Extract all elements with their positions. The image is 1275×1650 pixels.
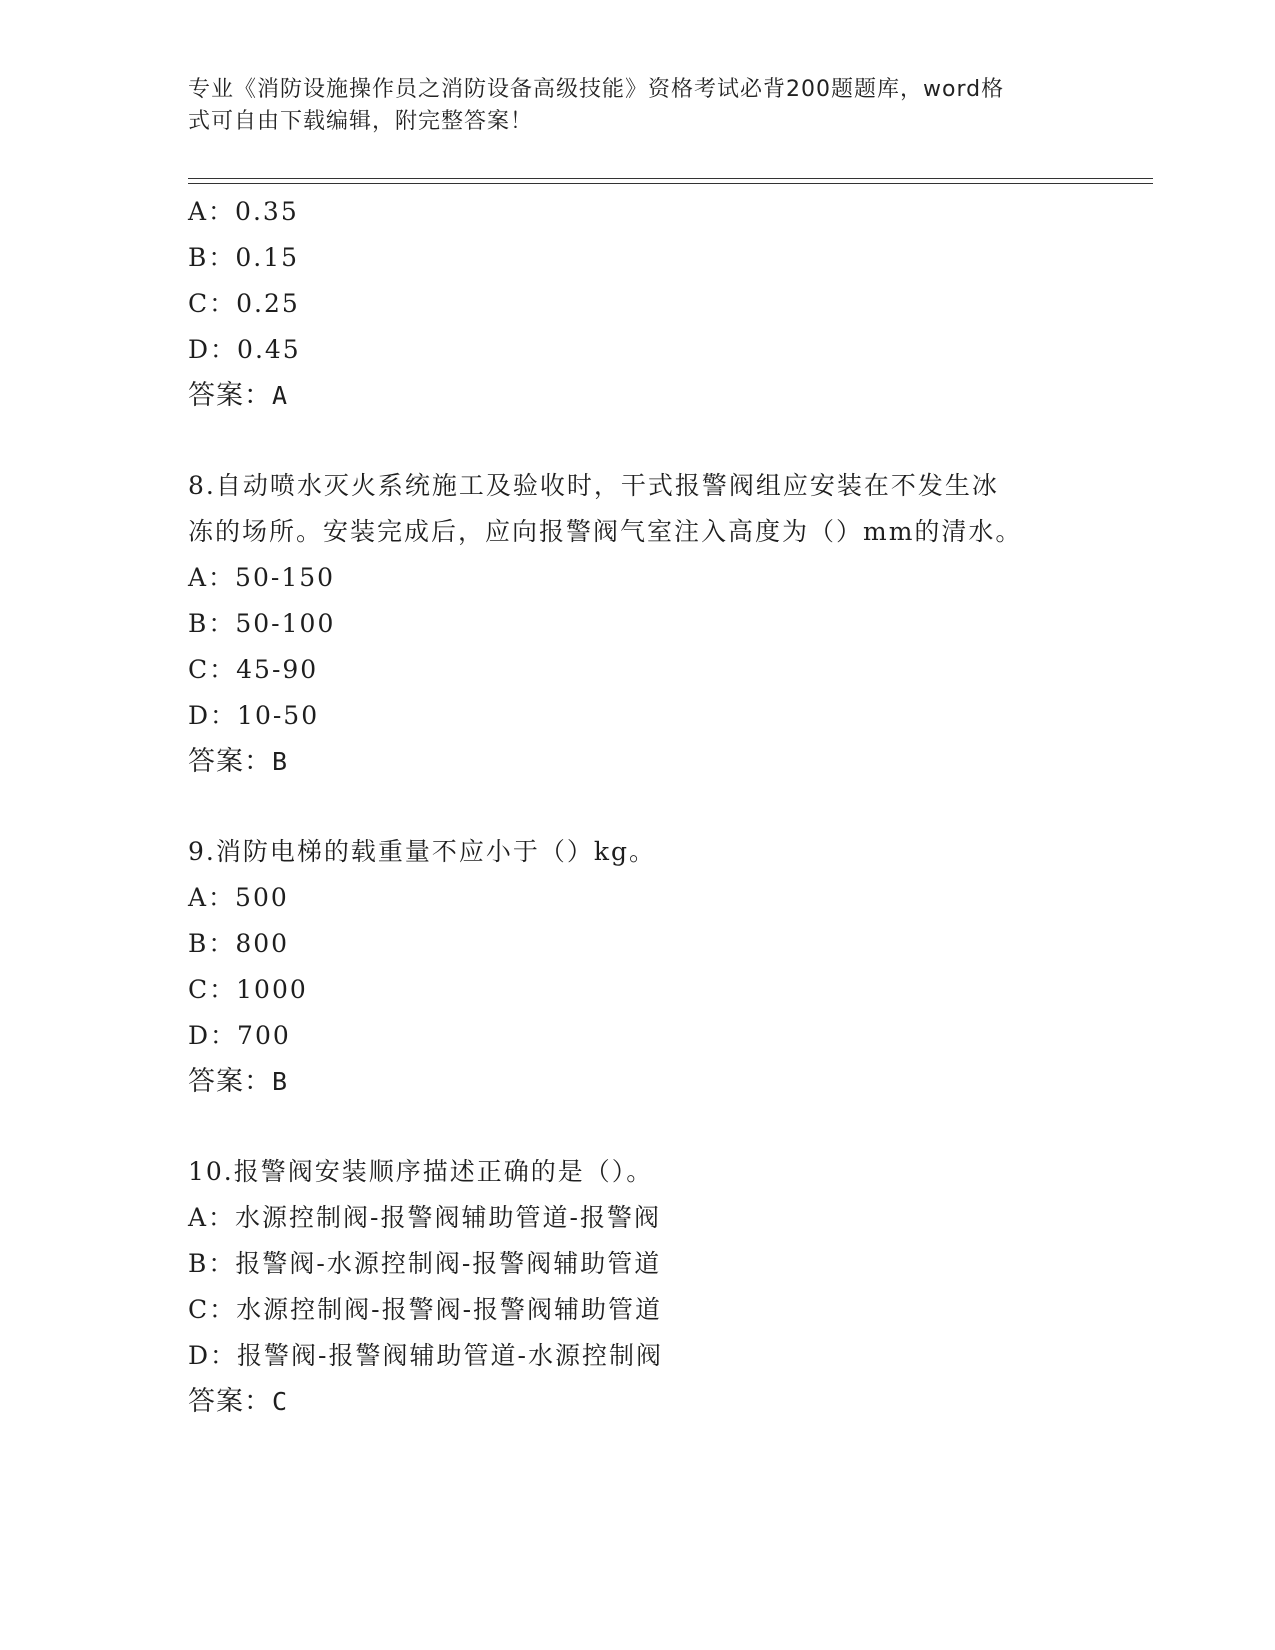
answer-line bbox=[188, 739, 1088, 785]
question-text: 冻的场所。安装完成后，应向报警阀气室注入高度为（）mm的清水。 bbox=[188, 517, 1023, 546]
spacer bbox=[188, 785, 1088, 829]
document-header bbox=[188, 74, 1068, 138]
option-b: B：报警阀-水源控制阀-报警阀辅助管道 bbox=[188, 1249, 662, 1278]
answer-label: 答案： bbox=[188, 1066, 272, 1097]
question-text: 8.自动喷水灭火系统施工及验收时，干式报警阀组应安装在不发生冰 bbox=[188, 471, 999, 500]
answer-value: B bbox=[272, 747, 289, 776]
option-c: C：1000 bbox=[188, 975, 308, 1004]
option-d: D：10-50 bbox=[188, 701, 320, 730]
option-a: A：0.35 bbox=[188, 197, 299, 226]
answer-label: 答案： bbox=[188, 380, 272, 411]
header-divider-top bbox=[188, 178, 1153, 179]
answer-line bbox=[188, 1379, 1088, 1425]
question-block bbox=[188, 189, 1088, 419]
header-divider-bottom bbox=[188, 183, 1153, 184]
option-d: D：0.45 bbox=[188, 335, 301, 364]
option-b: B：50-100 bbox=[188, 609, 336, 638]
answer-line bbox=[188, 373, 1088, 419]
answer-value: A bbox=[272, 381, 289, 410]
spacer bbox=[188, 1105, 1088, 1149]
answer-label: 答案： bbox=[188, 1386, 272, 1417]
option-b: B：0.15 bbox=[188, 243, 300, 272]
option-b: B：800 bbox=[188, 929, 290, 958]
header-line-2: 式可自由下载编辑，附完整答案！ bbox=[188, 109, 534, 134]
answer-label: 答案： bbox=[188, 746, 272, 777]
header-line-1: 专业《消防设施操作员之消防设备高级技能》资格考试必背200题题库，word格 bbox=[188, 77, 1005, 102]
question-list bbox=[188, 189, 1088, 1425]
answer-value: B bbox=[272, 1067, 289, 1096]
spacer bbox=[188, 419, 1088, 463]
question-block bbox=[188, 1149, 1088, 1425]
question-text: 10.报警阀安装顺序描述正确的是（）。 bbox=[188, 1157, 654, 1186]
question-block bbox=[188, 463, 1088, 785]
question-block bbox=[188, 829, 1088, 1105]
option-c: C：45-90 bbox=[188, 655, 319, 684]
option-a: A：500 bbox=[188, 883, 289, 912]
option-d: D：700 bbox=[188, 1021, 291, 1050]
option-a: A：50-150 bbox=[188, 563, 336, 592]
answer-value: C bbox=[272, 1387, 289, 1416]
option-d: D：报警阀-报警阀辅助管道-水源控制阀 bbox=[188, 1341, 663, 1370]
option-c: C：0.25 bbox=[188, 289, 300, 318]
answer-line bbox=[188, 1059, 1088, 1105]
question-text: 9.消防电梯的载重量不应小于（）kg。 bbox=[188, 837, 657, 866]
option-a: A：水源控制阀-报警阀辅助管道-报警阀 bbox=[188, 1203, 661, 1232]
option-c: C：水源控制阀-报警阀-报警阀辅助管道 bbox=[188, 1295, 663, 1324]
